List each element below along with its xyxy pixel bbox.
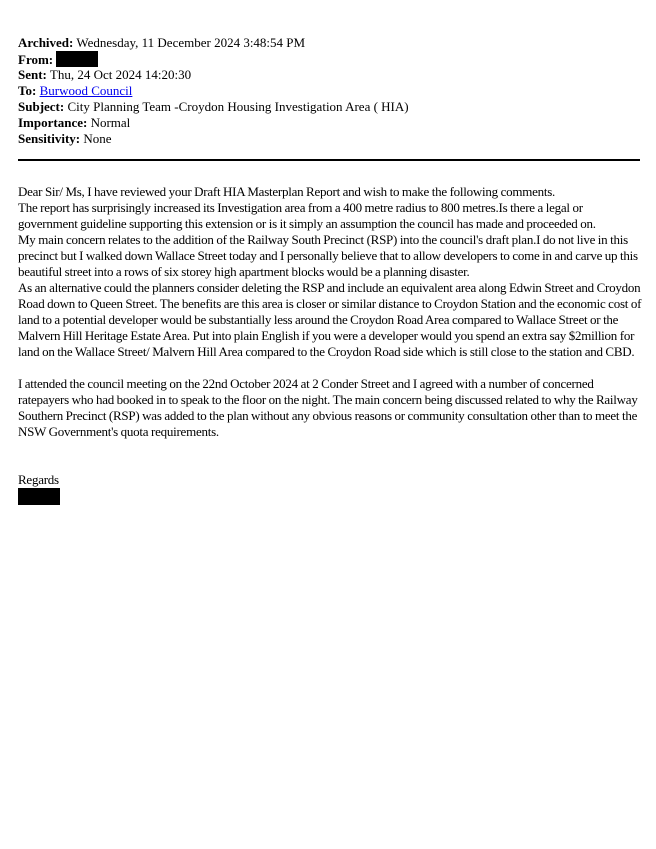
body-paragraph-greeting: Dear Sir/ Ms, I have reviewed your Draft HIA Masterplan Report and wish to make the following comments. bbox=[18, 184, 556, 199]
importance-label: Importance: bbox=[18, 115, 88, 130]
recipient-link[interactable]: Burwood Council bbox=[39, 83, 133, 98]
sensitivity-label: Sensitivity: bbox=[18, 131, 81, 146]
spacer bbox=[18, 360, 642, 376]
body-paragraph-radius: The report has surprisingly increased its Investigation area from a 400 metre radius to 800 metres.Is there a legal or government guideline supporting this extension or is it simply an assumption the council has made and proceeded on. bbox=[18, 200, 596, 231]
email-body bbox=[18, 184, 642, 505]
redacted-signature bbox=[18, 488, 60, 505]
from-label: From: bbox=[18, 52, 54, 67]
importance-row bbox=[18, 115, 640, 131]
closing-text: Regards bbox=[18, 472, 59, 487]
body-paragraph-meeting: I attended the council meeting on the 22nd October 2024 at 2 Conder Street and I agreed with a number of concerned ratepayers who had booked in to speak to the floor on the night. The main concern being discussed related to why the Railway Southern Precinct (RSP) was added to the plan without any obvious reasons or community consultation other than to meet the NSW Government's quota requirements. bbox=[18, 376, 638, 439]
archived-value: Wednesday, 11 December 2024 3:48:54 PM bbox=[76, 35, 306, 50]
archived-label: Archived: bbox=[18, 35, 74, 50]
body-paragraph-concern: My main concern relates to the addition of the Railway South Precinct (RSP) into the council's draft plan.I do not live in this precinct but I walked down Wallace Street today and I personally believe that to allow developers to come in and carve up this beautiful street into a rows of six storey high apartment blocks would be a planning disaster. bbox=[18, 232, 638, 279]
sent-value: Thu, 24 Oct 2024 14:20:30 bbox=[49, 67, 192, 82]
redacted-sender bbox=[56, 51, 98, 67]
spacer bbox=[18, 440, 642, 472]
to-row bbox=[18, 83, 640, 99]
sent-row bbox=[18, 67, 640, 83]
to-label: To: bbox=[18, 83, 37, 98]
archived-row bbox=[18, 35, 640, 51]
importance-value: Normal bbox=[90, 115, 131, 130]
subject-row bbox=[18, 99, 640, 115]
sent-label: Sent: bbox=[18, 67, 47, 82]
sensitivity-row bbox=[18, 131, 640, 147]
sensitivity-value: None bbox=[83, 131, 112, 146]
body-paragraph-alternative: As an alternative could the planners consider deleting the RSP and include an equivalent area along Edwin Street and Croydon Road down to Queen Street. The benefits are this area is closer or similar distance to Croydon Station and the economic cost of land to a potential developer would be substantially less around the Croydon Road Area compared to Wallace Street or the Malvern Hill Heritage Estate Area. Put into plain English if you were a developer would you spend an extra say $2million for land on the Wallace Street/ Malvern Hill Area compared to the Croydon Road side which is still close to the station and CBD. bbox=[18, 280, 642, 359]
email-header bbox=[18, 35, 640, 147]
header-divider bbox=[18, 159, 640, 161]
subject-label: Subject: bbox=[18, 99, 65, 114]
from-row bbox=[18, 51, 640, 67]
subject-value: City Planning Team -Croydon Housing Investigation Area ( HIA) bbox=[67, 99, 409, 114]
